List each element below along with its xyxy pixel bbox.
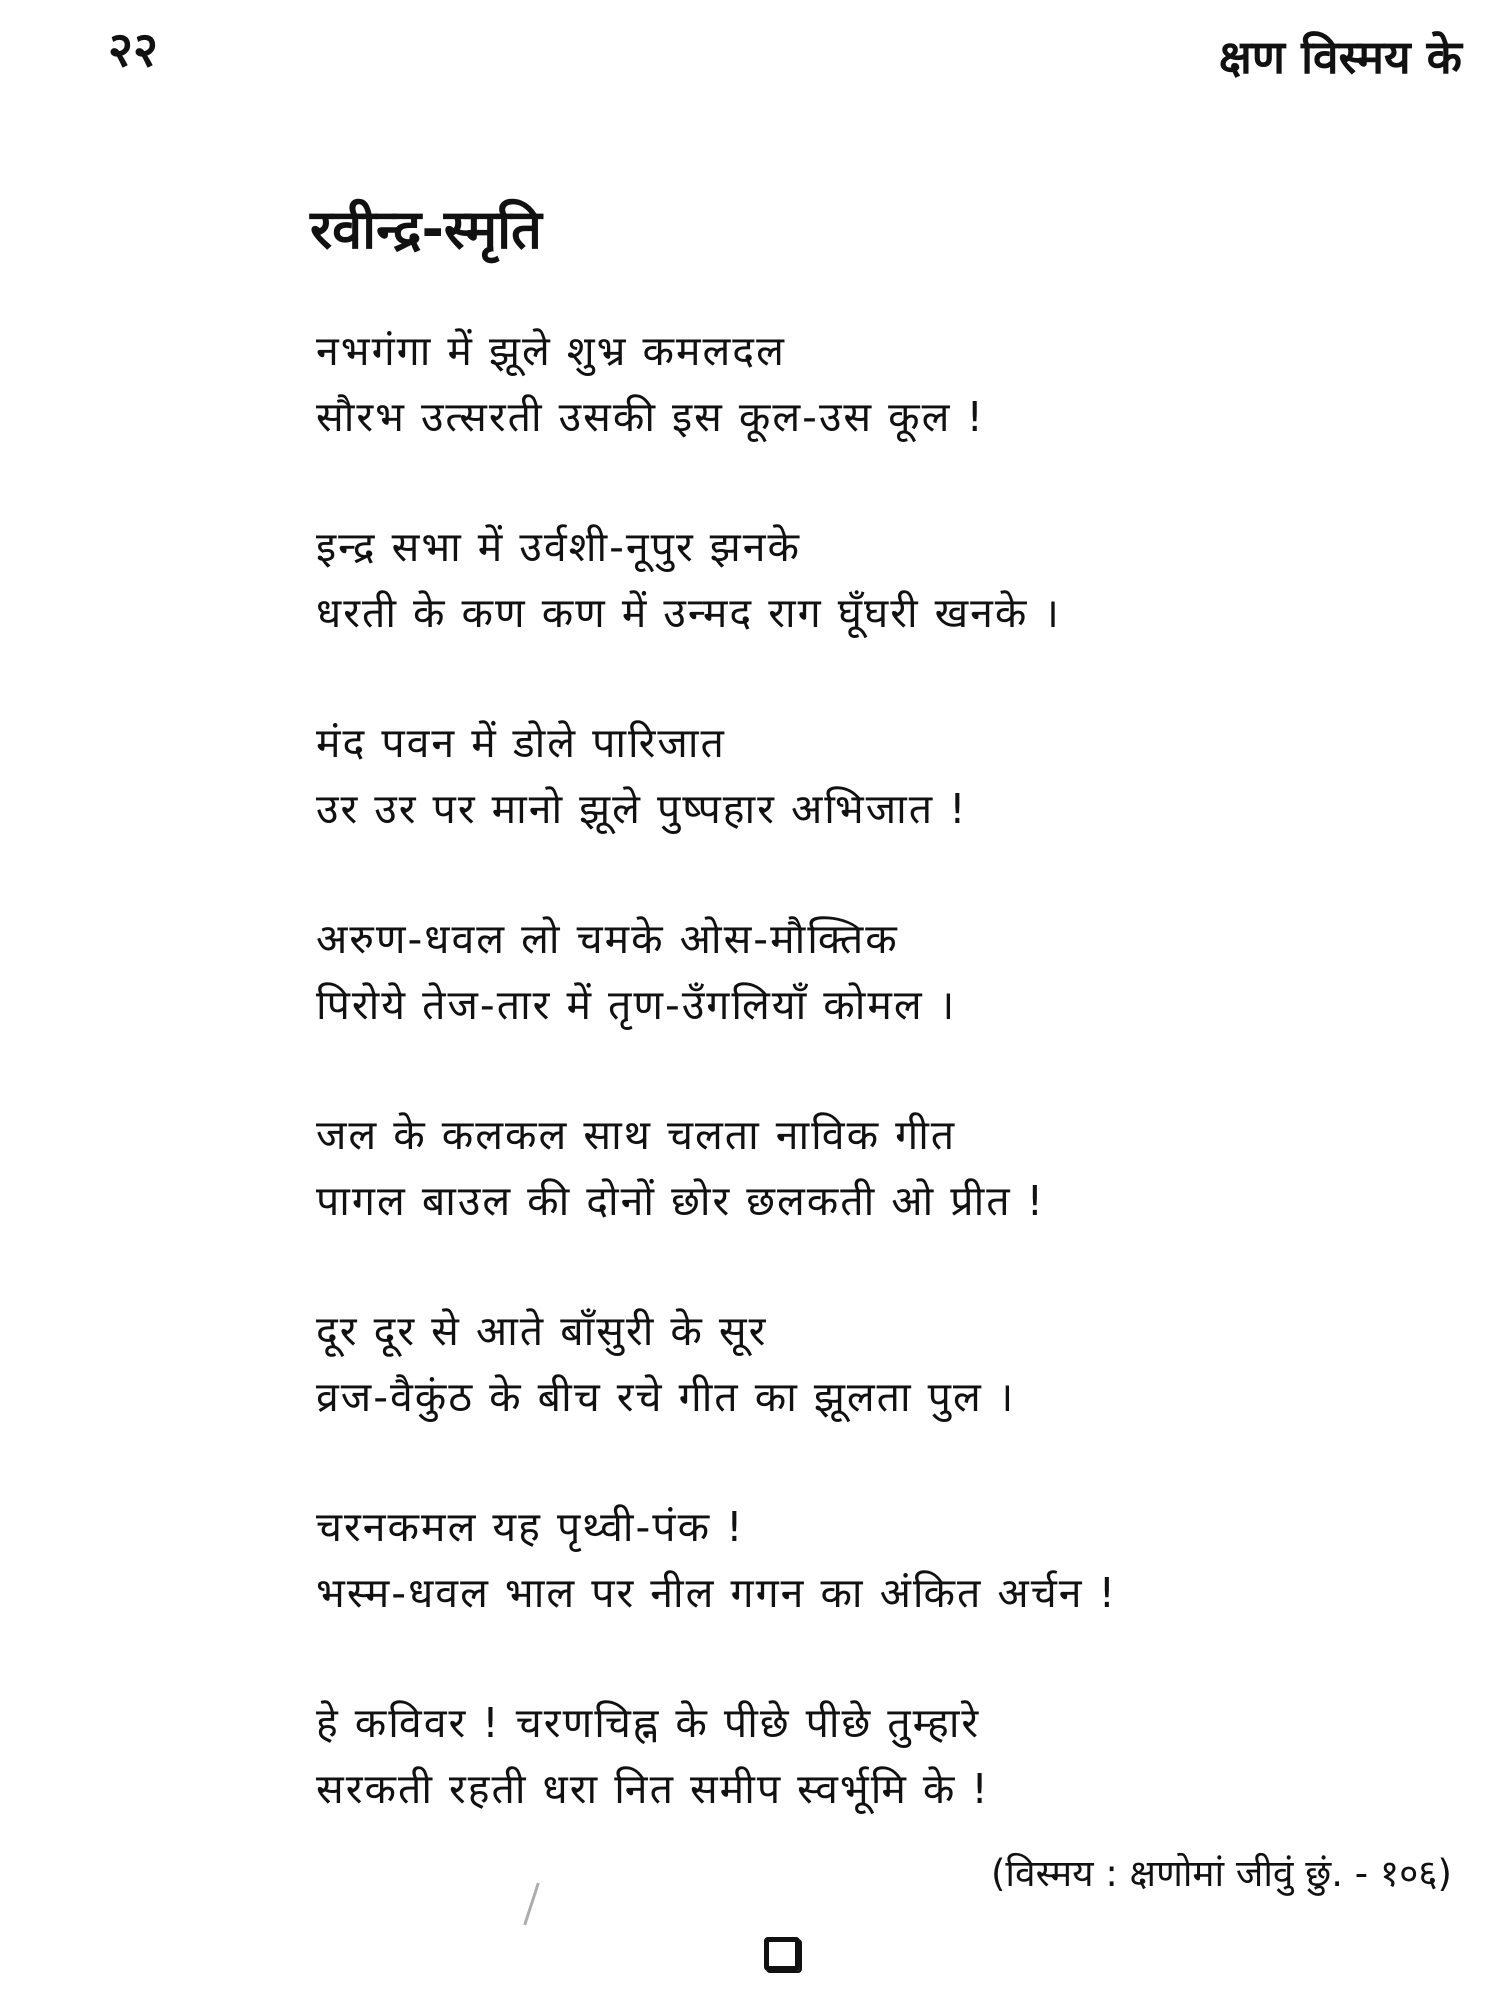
poem-line: हे कविवर ! चरणचिह्न के पीछे पीछे तुम्हारे: [316, 1699, 981, 1747]
poem-line: उर उर पर मानो झूले पुष्पहार अभिजात !: [316, 785, 968, 833]
citation: (विस्मय : क्षणोमां जीवुं छुं. - १०६): [991, 1852, 1452, 1895]
poem-line: नभगंगा में झूले शुभ्र कमलदल: [316, 327, 786, 375]
page-number: २२: [108, 22, 158, 78]
poem-title: रवीन्द्र-स्मृति: [310, 198, 542, 261]
poem-line: चरनकमल यह पृथ्वी-पंक !: [316, 1503, 745, 1551]
running-head: क्षण विस्मय के: [1218, 30, 1462, 84]
stanza: [316, 514, 1436, 710]
poem-line: मंद पवन में डोले पारिजात: [316, 719, 726, 767]
poem-line: अरुण-धवल लो चमके ओस-मौक्तिक: [316, 915, 899, 963]
poem-line: पिरोये तेज-तार में तृण-उँगलियाँ कोमल ।: [316, 981, 957, 1029]
stanza: [316, 710, 1436, 906]
stanza: [316, 1494, 1436, 1690]
poem-line: धरती के कण कण में उन्मद राग घूँघरी खनके ।: [316, 589, 1061, 637]
poem-line: पागल बाउल की दोनों छोर छलकती ओ प्रीत !: [316, 1177, 1046, 1225]
poem-line: भस्म-धवल भाल पर नील गगन का अंकित अर्चन !: [316, 1569, 1118, 1617]
stanza: [316, 1298, 1436, 1494]
poem-line: दूर दूर से आते बाँसुरी के सूर: [316, 1307, 768, 1355]
poem-line: सौरभ उत्सरती उसकी इस कूल-उस कूल !: [316, 393, 985, 441]
end-of-poem-box-icon: [764, 1937, 800, 1971]
stanza: [316, 318, 1436, 514]
poem-line: सरकती रहती धरा नित समीप स्वर्भूमि के !: [316, 1765, 990, 1813]
speck-mark: [523, 1883, 539, 1926]
poem-body: [316, 318, 1436, 1886]
stanza: [316, 906, 1436, 1102]
poem-line: इन्द्र सभा में उर्वशी-नूपुर झनके: [316, 523, 801, 571]
poem-line: जल के कलकल साथ चलता नाविक गीत: [316, 1111, 957, 1159]
poem-line: व्रज-वैकुंठ के बीच रचे गीत का झूलता पुल ।: [316, 1373, 1016, 1421]
stanza: [316, 1102, 1436, 1298]
